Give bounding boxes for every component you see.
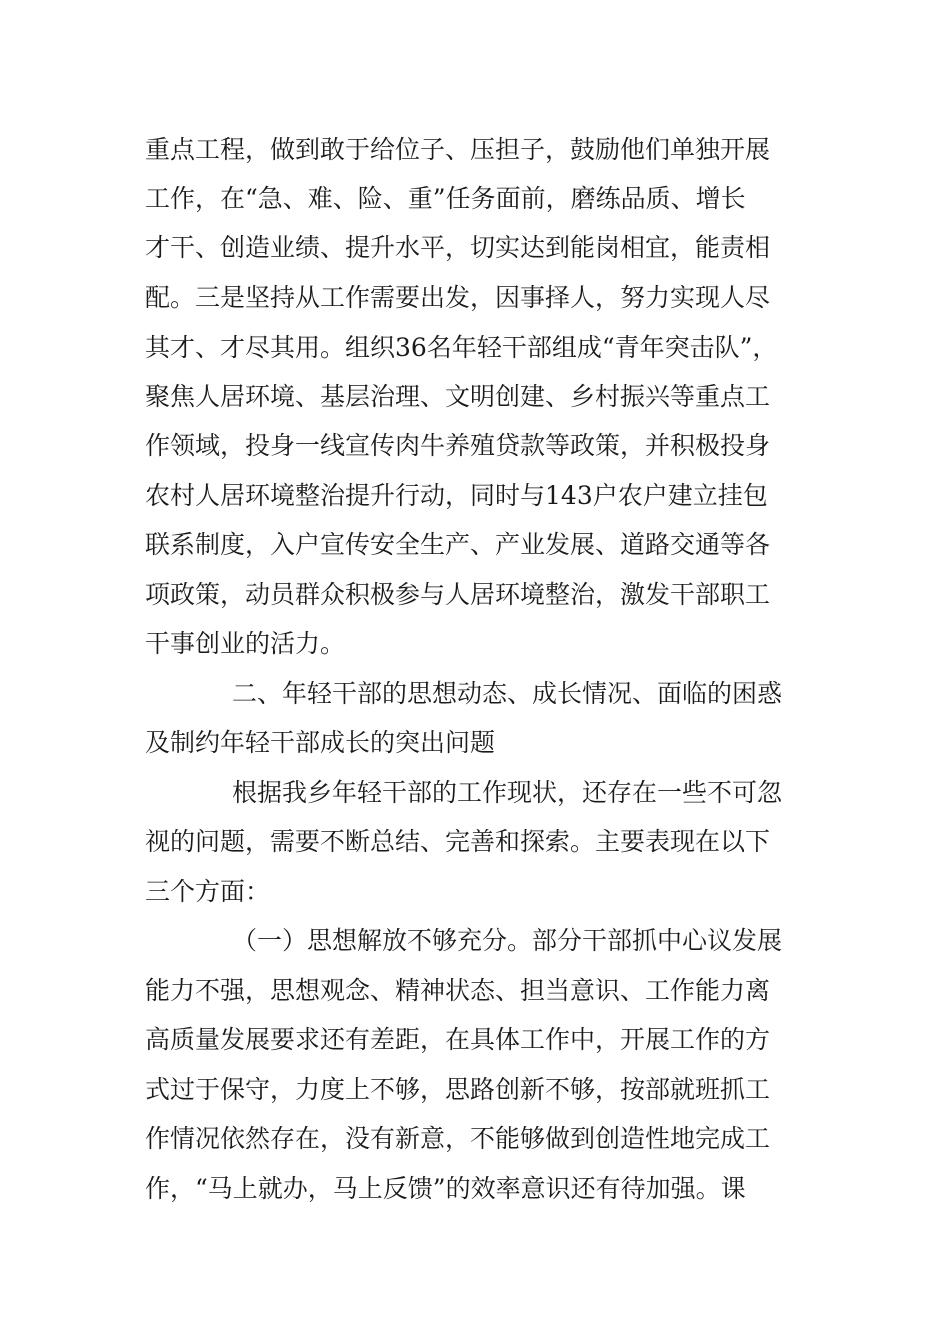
body-text-line: 才干、创造业绩、提升水平，切实达到能岗相宜，能责相 <box>145 233 771 262</box>
body-text-line: 联系制度，入户宣传安全生产、产业发展、道路交通等各 <box>145 530 771 559</box>
section-heading: 及制约年轻干部成长的突出问题 <box>145 728 496 757</box>
body-text-line: 式过于保守，力度上不够，思路创新不够，按部就班抓工 <box>145 1075 771 1104</box>
body-text-line: 作，“马上就办，马上反馈”的效率意识还有待加强。课 <box>145 1174 746 1203</box>
body-text-line: 能力不强，思想观念、精神状态、担当意识、工作能力离 <box>145 976 771 1005</box>
body-text-line: 视的问题，需要不断总结、完善和探索。主要表现在以下 <box>145 827 771 856</box>
body-text-line: 聚焦人居环境、基层治理、文明创建、乡村振兴等重点工 <box>145 382 771 411</box>
body-text-line: 作领域，投身一线宣传肉牛养殖贷款等政策，并积极投身 <box>145 431 771 460</box>
body-text-line: 干事创业的活力。 <box>145 629 346 658</box>
body-text-line: 工作，在“急、难、险、重”任务面前，磨练品质、增长 <box>145 184 746 213</box>
body-text-line: 农村人居环境整治提升行动，同时与143户农户建立挂包 <box>145 481 768 510</box>
body-text-line: 根据我乡年轻干部的工作现状，还存在一些不可忽 <box>232 778 783 807</box>
body-text-line: 项政策，动员群众积极参与人居环境整治，激发干部职工 <box>145 580 771 609</box>
subheading-line: （一）思想解放不够充分。部分干部抓中心议发展 <box>232 926 783 955</box>
body-text-line: 重点工程，做到敢于给位子、压担子，鼓励他们单独开展 <box>145 135 771 164</box>
body-text-line: 高质量发展要求还有差距，在具体工作中，开展工作的方 <box>145 1025 771 1054</box>
section-heading: 二、年轻干部的思想动态、成长情况、面临的困惑 <box>232 679 783 708</box>
body-text-line: 其才、才尽其用。组织36名年轻干部组成“青年突击队”， <box>145 333 778 362</box>
body-text-line: 配。三是坚持从工作需要出发，因事择人，努力实现人尽 <box>145 283 771 312</box>
body-text-line: 作情况依然存在，没有新意，不能够做到创造性地完成工 <box>145 1124 771 1153</box>
body-text-line: 三个方面： <box>145 877 271 906</box>
